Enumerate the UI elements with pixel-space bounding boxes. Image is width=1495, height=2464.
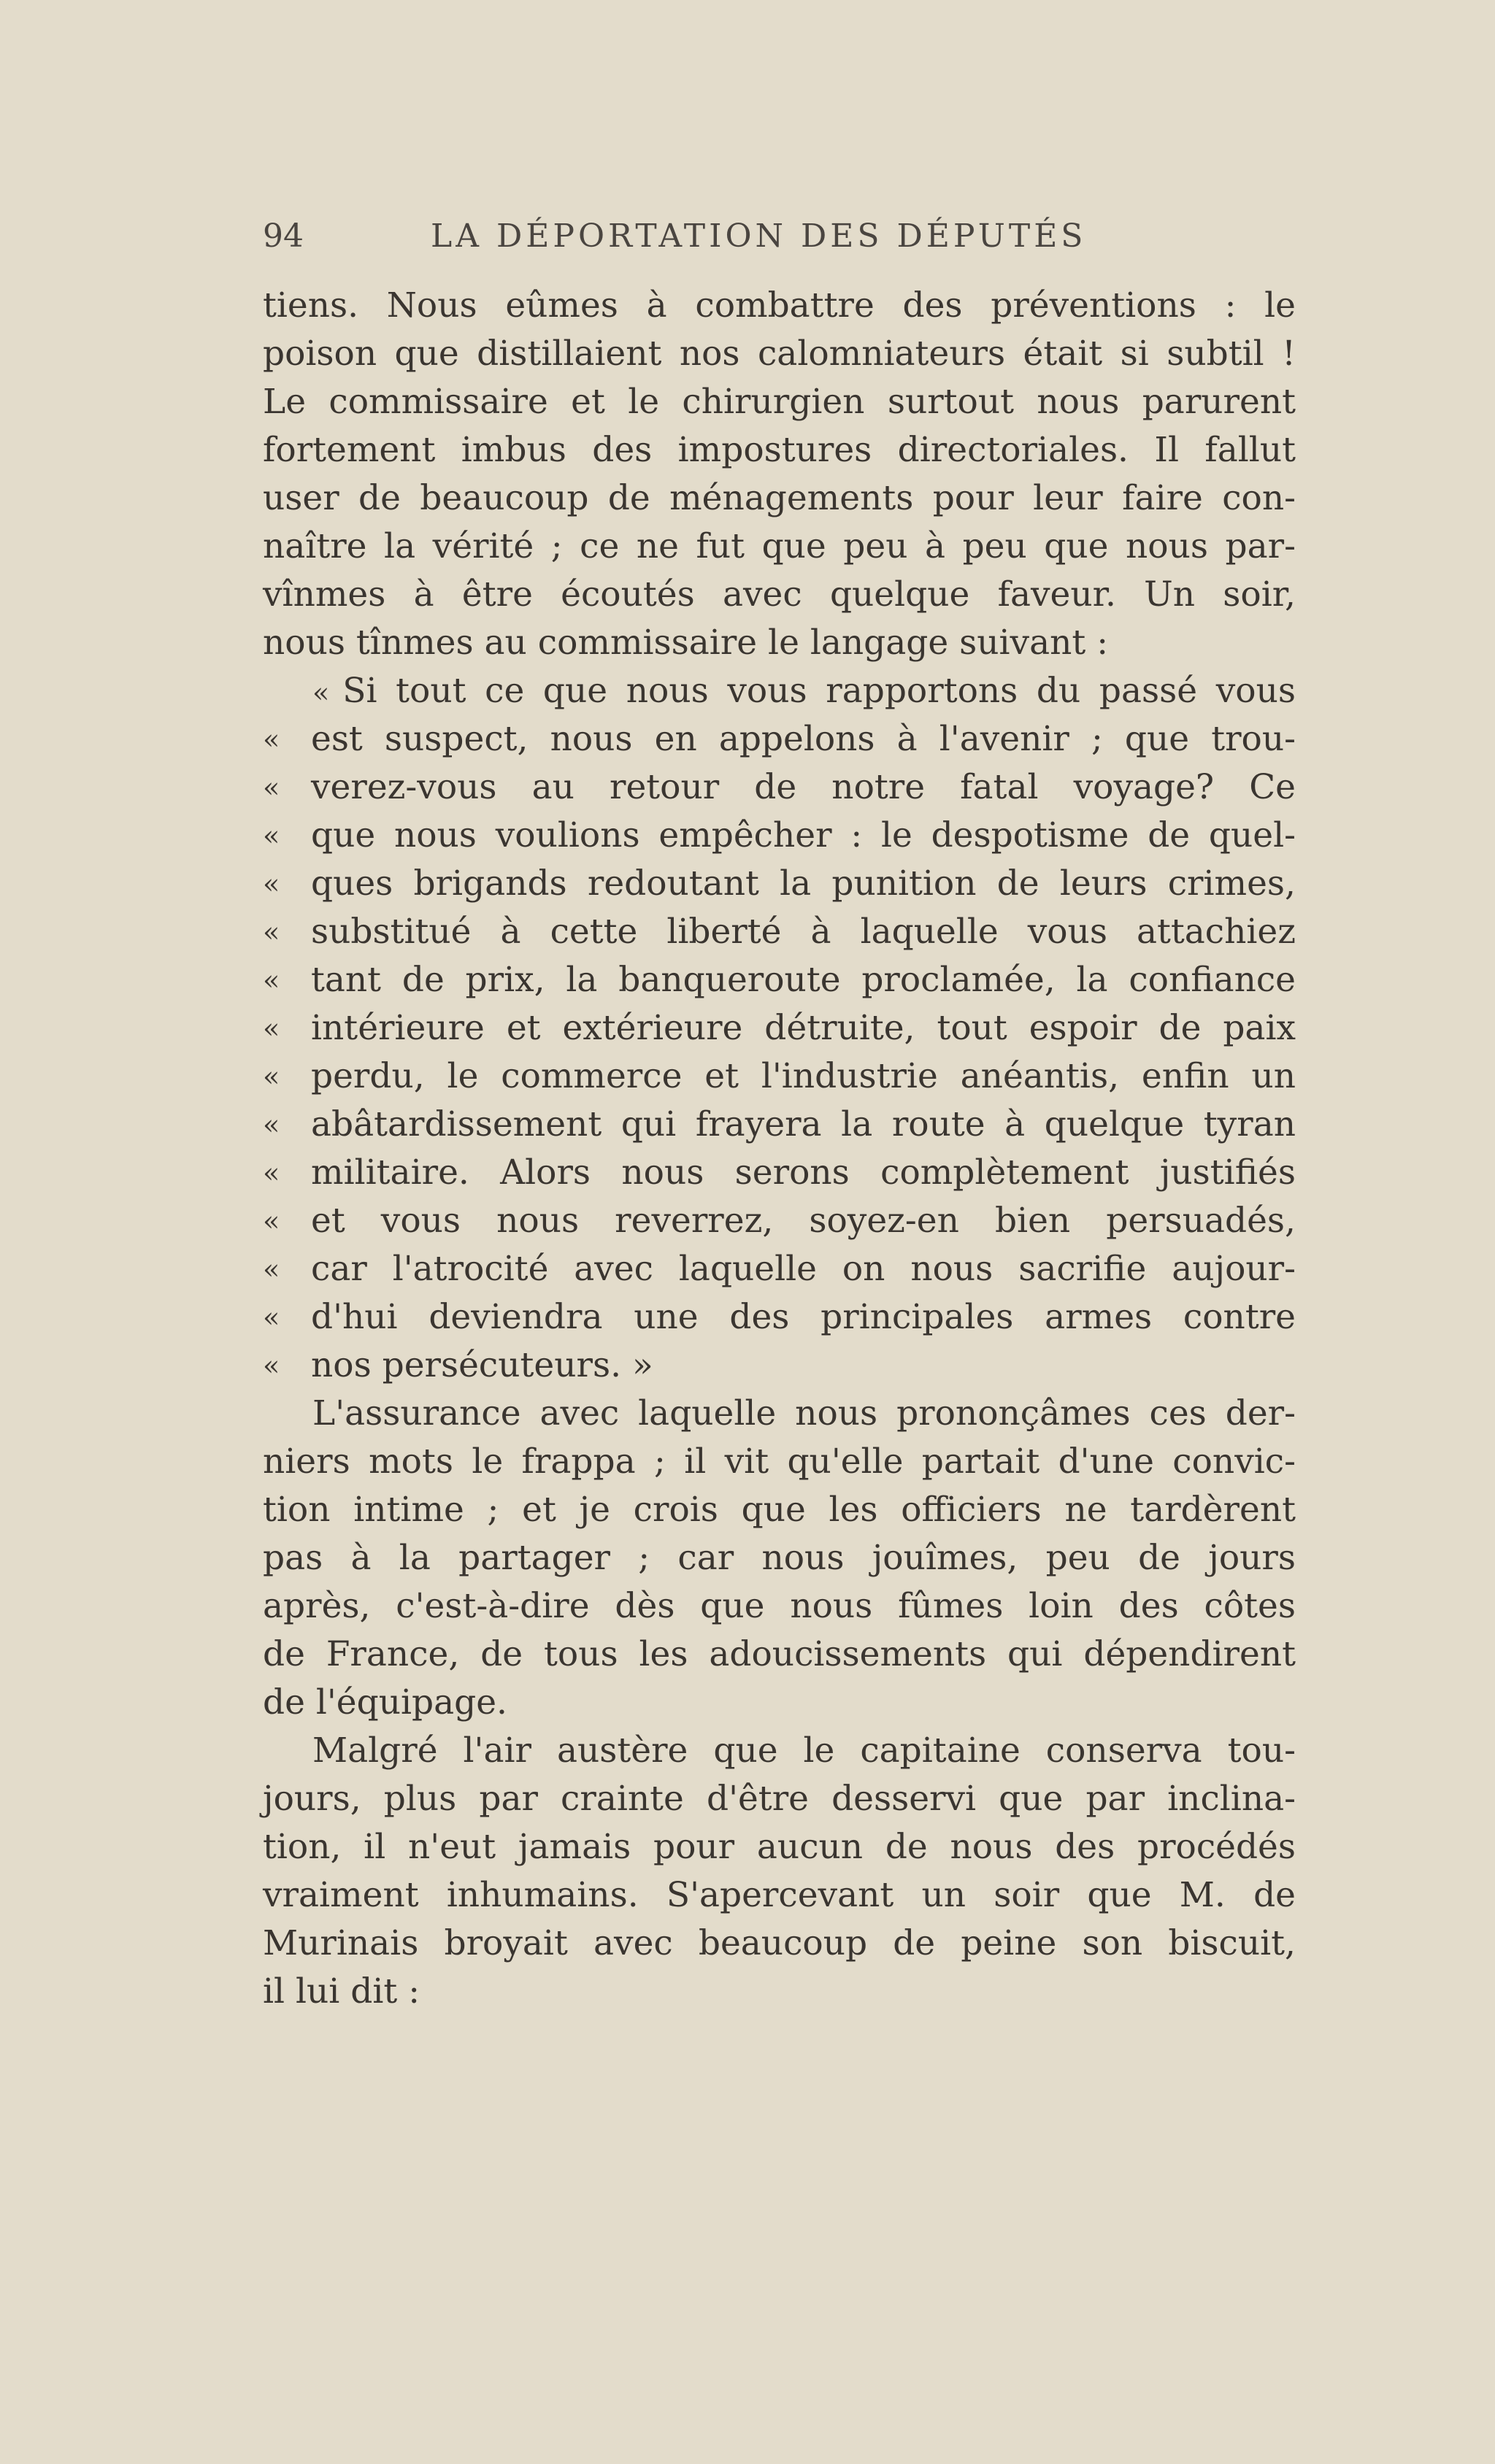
page-number: 94 [263,217,304,255]
quote-line: « car l'atrocité avec laquelle on nous sacrifie aujour- [263,1245,1296,1293]
quote-line: « est suspect, nous en appelons à l'avenir ; que trou- [263,715,1296,763]
open-quote-mark: « [312,677,330,709]
continuation-quote-mark: « [263,771,280,804]
continuation-quote-mark: « [263,723,280,755]
text-line: naître la vérité ; ce ne fut que peu à peu que nous par- [263,526,1296,566]
text-line: il lui dit : [263,1971,420,2011]
quote-line: « tant de prix, la banqueroute proclamée, la confiance [263,956,1296,1004]
continuation-quote-mark: « [263,1157,280,1189]
text-line: de l'équipage. [263,1682,507,1722]
text-line: niers mots le frappa ; il vit qu'elle partait d'une convic- [263,1441,1296,1482]
continuation-quote-mark: « [263,820,280,852]
text-line: jours, plus par crainte d'être desservi que par inclina- [263,1779,1296,1819]
book-page [263,212,1296,2016]
continuation-quote-mark: « [263,868,280,900]
text-line: L'assurance avec laquelle nous prononçâmes ces der- [312,1393,1296,1433]
text-line: poison que distillaient nos calomniateurs était si subtil ! [263,334,1296,374]
quoted-speech [263,667,1296,1390]
text-line: vraiment inhumains. S'apercevant un soir que M. de [263,1875,1296,1915]
continuation-quote-mark: « [263,1205,280,1237]
text-line: nous tînmes au commissaire le langage suivant : [263,623,1109,663]
text-line: Le commissaire et le chirurgien surtout nous parurent [263,382,1296,422]
text-line: vînmes à être écoutés avec quelque faveur. Un soir, [263,574,1296,615]
paragraph-1 [263,282,1296,667]
continuation-quote-mark: « [263,1012,280,1044]
paragraph-2 [263,1390,1296,1727]
text-line: user de beaucoup de ménagements pour leur faire con- [263,478,1296,518]
running-title: LA DÉPORTATION DES DÉPUTÉS [431,217,1087,255]
quote-line: « perdu, le commerce et l'industrie anéantis, enfin un [263,1052,1296,1101]
quote-line: « abâtardissement qui frayera la route à quelque tyran [263,1101,1296,1149]
continuation-quote-mark: « [263,1253,280,1285]
quote-line: « et vous nous reverrez, soyez-en bien persuadés, [263,1197,1296,1245]
text-line: de France, de tous les adoucissements qui dépendirent [263,1634,1296,1674]
continuation-quote-mark: « [263,1350,280,1382]
quote-line: « ques brigands redoutant la punition de leurs crimes, [263,860,1296,908]
continuation-quote-mark: « [263,1301,280,1333]
text-line: Malgré l'air austère que le capitaine conserva tou- [312,1730,1296,1771]
continuation-quote-mark: « [263,1109,280,1141]
quote-line: « substitué à cette liberté à laquelle vous attachiez [263,908,1296,956]
quote-line: « militaire. Alors nous serons complètement justifiés [263,1149,1296,1197]
text-line: pas à la partager ; car nous jouîmes, peu de jours [263,1538,1296,1578]
body-text [263,282,1296,2016]
text-line: tion intime ; et je crois que les officiers ne tardèrent [263,1490,1296,1530]
text-line: fortement imbus des impostures directoriales. Il fallut [263,430,1296,470]
text-line: tiens. Nous eûmes à combattre des préventions : le [263,285,1296,326]
continuation-quote-mark: « [263,964,280,996]
quote-line: « que nous voulions empêcher : le despotisme de quel- [263,812,1296,860]
quote-line: « verez-vous au retour de notre fatal voyage? Ce [263,763,1296,812]
text-line: Murinais broyait avec beaucoup de peine son biscuit, [263,1923,1296,1963]
paragraph-3 [263,1727,1296,2016]
quote-line: « intérieure et extérieure détruite, tout espoir de paix [263,1004,1296,1052]
quote-line: « Si tout ce que nous vous rapportons du passé vous [312,671,1296,711]
quote-line: « d'hui deviendra une des principales armes contre [263,1293,1296,1341]
continuation-quote-mark: « [263,1060,280,1093]
text-line: après, c'est-à-dire dès que nous fûmes loin des côtes [263,1586,1296,1626]
continuation-quote-mark: « [263,916,280,948]
quote-line: « nos persécuteurs. » [263,1341,1296,1390]
running-head [263,212,1296,260]
text-line: tion, il n'eut jamais pour aucun de nous des procédés [263,1827,1296,1867]
